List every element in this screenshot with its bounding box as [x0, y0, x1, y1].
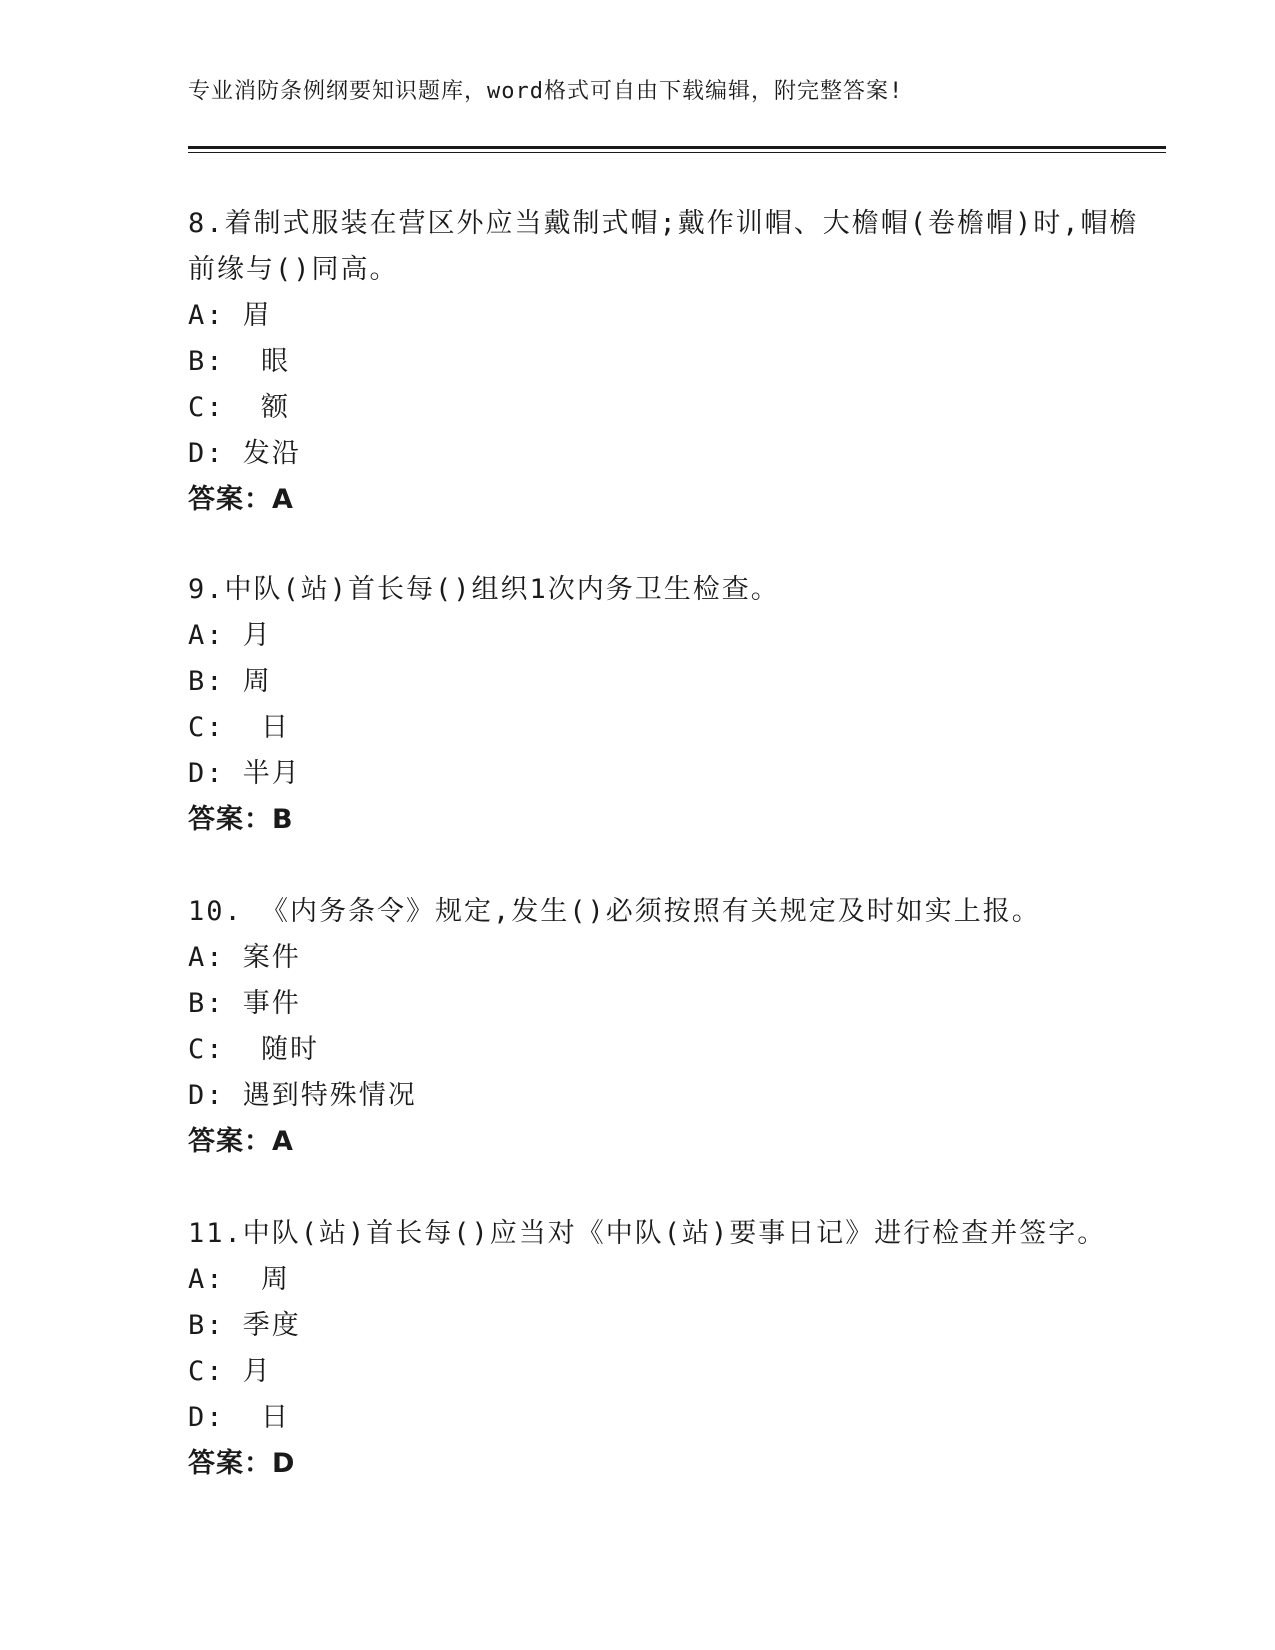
option-b: B: 季度	[188, 1310, 301, 1341]
option-c: C: 额	[188, 392, 291, 423]
question-text: 8.着制式服装在营区外应当戴制式帽;戴作训帽、大檐帽(卷檐帽)时,帽檐前缘与()同高。	[188, 208, 1139, 285]
option-d: D: 半月	[188, 758, 301, 789]
question-text: 10. 《内务条令》规定,发生()必须按照有关规定及时如实上报。	[188, 896, 1041, 927]
option-b: B: 眼	[188, 346, 291, 377]
option-c: C: 日	[188, 712, 291, 743]
option-c: C: 随时	[188, 1034, 320, 1065]
header-rule-thick	[188, 146, 1166, 149]
option-a: A: 周	[188, 1264, 291, 1295]
answer: 答案：B	[188, 804, 294, 835]
option-d: D: 发沿	[188, 438, 301, 469]
option-b: B: 事件	[188, 988, 301, 1019]
question-10	[188, 889, 1148, 1165]
question-text: 11.中队(站)首长每()应当对《中队(站)要事日记》进行检查并签字。	[188, 1218, 1107, 1249]
page-header: 专业消防条例纲要知识题库，word格式可自由下载编辑，附完整答案!	[188, 79, 904, 104]
option-d: D: 日	[188, 1402, 291, 1433]
option-d: D: 遇到特殊情况	[188, 1080, 417, 1111]
answer: 答案：A	[188, 1126, 294, 1157]
option-a: A: 眉	[188, 300, 272, 331]
question-text: 9.中队(站)首长每()组织1次内务卫生检查。	[188, 574, 780, 605]
header-rule-thin	[188, 152, 1166, 153]
question-9	[188, 567, 1148, 843]
option-b: B: 周	[188, 666, 272, 697]
question-11	[188, 1211, 1148, 1487]
answer: 答案：D	[188, 1448, 296, 1479]
question-8	[188, 201, 1148, 523]
answer: 答案：A	[188, 484, 294, 515]
option-c: C: 月	[188, 1356, 272, 1387]
option-a: A: 月	[188, 620, 272, 651]
option-a: A: 案件	[188, 942, 301, 973]
